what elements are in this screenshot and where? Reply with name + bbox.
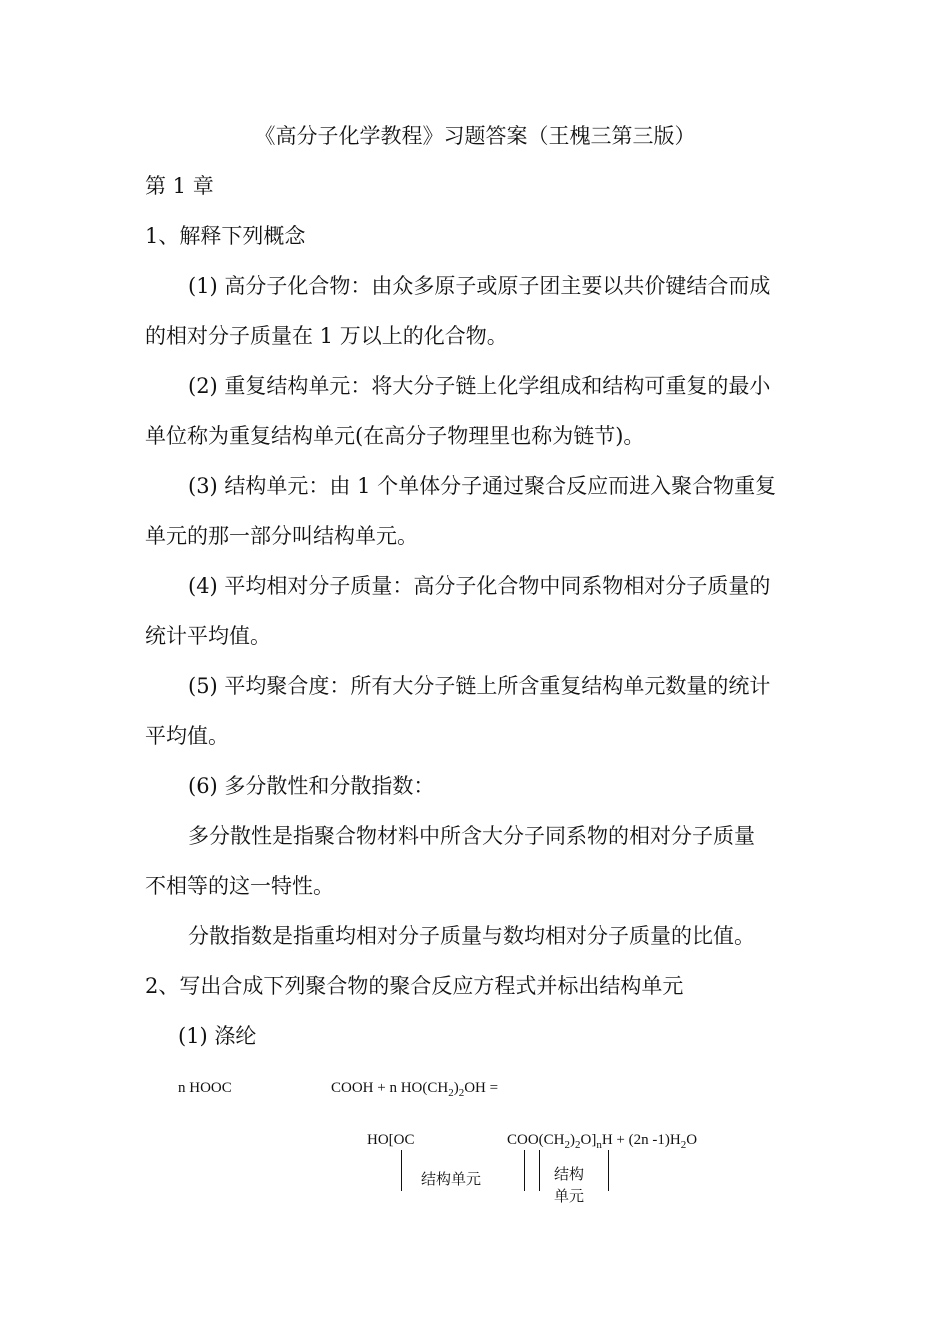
structural-unit-divider-2: [524, 1150, 525, 1191]
structural-unit-label-2-bottom: 单元: [554, 1187, 585, 1205]
formula-subscript: 2: [575, 1139, 581, 1151]
structural-unit-label-1: 结构单元: [421, 1170, 482, 1188]
item-5-line-2: 平均值。: [145, 724, 229, 748]
formula-subscript: 2: [564, 1139, 571, 1151]
formula-subscript: n: [596, 1139, 602, 1151]
structural-unit-divider-1: [401, 1150, 402, 1191]
structural-unit-label-2-top: 结构: [554, 1165, 585, 1183]
document-title: 《高分子化学教程》习题答案（王槐三第三版）: [254, 124, 696, 148]
structural-unit-divider-3: [539, 1150, 540, 1191]
item-1-line-2: 的相对分子质量在 1 万以上的化合物。: [145, 324, 508, 348]
reactant-terephthalic-acid: n HOOC: [178, 1080, 232, 1096]
formula-text: O]: [580, 1132, 597, 1148]
formula-text: COO(CH: [507, 1132, 565, 1148]
product-start: HO[OC: [367, 1132, 415, 1148]
reactant-ethylene-glycol: [331, 1079, 498, 1102]
dispersity-index-definition: 分散指数是指重均相对分子质量与数均相对分子质量的比值。: [188, 924, 755, 948]
question-2-item-1: (1) 涤纶: [178, 1024, 257, 1048]
item-6-line-1: (6) 多分散性和分散指数：: [188, 774, 435, 798]
polydispersity-line-2: 不相等的这一特性。: [145, 874, 334, 898]
item-3-line-1: (3) 结构单元：由 1 个单体分子通过聚合反应而进入聚合物重复: [188, 474, 777, 498]
question-2-heading: 2、写出合成下列聚合物的聚合反应方程式并标出结构单元: [145, 974, 684, 998]
chapter-heading: 第 1 章: [145, 174, 214, 198]
formula-text: COOH + n HO(CH: [331, 1080, 449, 1096]
polydispersity-line-1: 多分散性是指聚合物材料中所含大分子同系物的相对分子质量: [188, 824, 755, 848]
formula-text: ): [570, 1132, 576, 1148]
item-2-line-1: (2) 重复结构单元：将大分子链上化学组成和结构可重复的最小: [188, 374, 771, 398]
formula-subscript: 2: [458, 1087, 465, 1099]
item-4-line-2: 统计平均值。: [145, 624, 271, 648]
formula-subscript: 2: [680, 1139, 687, 1151]
item-1-line-1: (1) 高分子化合物：由众多原子或原子团主要以共价键结合而成: [188, 274, 771, 298]
item-3-line-2: 单元的那一部分叫结构单元。: [145, 524, 418, 548]
formula-subscript: 2: [448, 1087, 454, 1099]
item-2-line-2: 单位称为重复结构单元(在高分子物理里也称为链节)。: [145, 424, 645, 448]
item-4-line-1: (4) 平均相对分子质量：高分子化合物中同系物相对分子质量的: [188, 574, 771, 598]
formula-text: O: [686, 1132, 698, 1148]
formula-text: ): [453, 1080, 459, 1096]
question-1-heading: 1、解释下列概念: [145, 224, 306, 248]
formula-text: OH =: [464, 1080, 499, 1096]
formula-text: H + (2n -1)H: [601, 1132, 681, 1148]
product-polyester: [507, 1131, 697, 1154]
structural-unit-divider-4: [608, 1150, 609, 1191]
item-5-line-1: (5) 平均聚合度：所有大分子链上所含重复结构单元数量的统计: [188, 674, 771, 698]
